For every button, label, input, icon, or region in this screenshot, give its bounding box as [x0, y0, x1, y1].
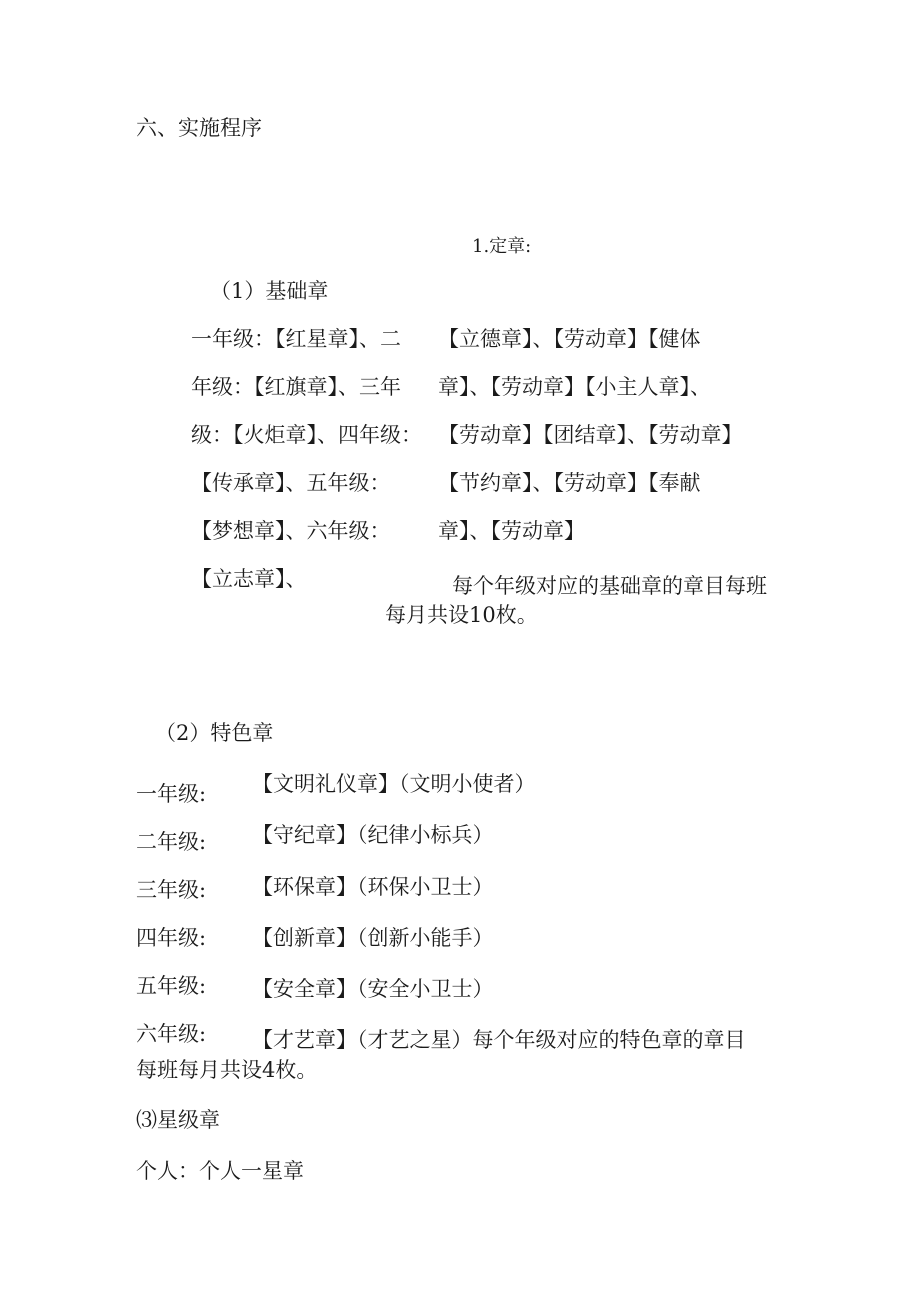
basic-left-line-6: 【立志章】、 [191, 567, 307, 591]
basic-heading: （1）基础章 [210, 279, 329, 303]
section-title: 六、实施程序 [136, 116, 262, 140]
feature-grade-6: 六年级: [136, 1022, 207, 1046]
basic-right-line-5: 章】、【劳动章】 [438, 519, 585, 543]
star-line: 个人：个人一星章 [136, 1159, 304, 1183]
basic-right-line-3: 【劳动章】【团结章】、【劳动章】 [438, 423, 743, 447]
feature-badge-2: 【守纪章】（纪律小标兵） [252, 823, 494, 847]
star-heading: ⑶星级章 [136, 1108, 220, 1132]
feature-grade-3: 三年级: [136, 878, 207, 902]
basic-left-line-4: 【传承章】、五年级： [191, 471, 391, 495]
feature-grade-4: 四年级: [136, 926, 207, 950]
feature-grade-2: 二年级: [136, 830, 207, 854]
basic-note-line-1: 每个年级对应的基础章的章目每班 [452, 574, 767, 598]
feature-heading: （2）特色章 [155, 721, 274, 745]
basic-right-line-2: 章】、【劳动章】【小主人章】、 [438, 375, 711, 399]
basic-left-line-1: 一年级：【红星章】、二 [191, 327, 401, 351]
basic-right-line-4: 【节约章】、【劳动章】【奉献 [438, 471, 701, 495]
feature-badge-5: 【安全章】（安全小卫士） [252, 977, 494, 1001]
feature-grade-1: 一年级: [136, 782, 207, 806]
step-title: 1.定章: [472, 236, 532, 257]
feature-badge-4: 【创新章】（创新小能手） [252, 926, 494, 950]
feature-grade-5: 五年级: [136, 974, 207, 998]
feature-note: 每班每月共设4枚。 [136, 1058, 318, 1082]
basic-right-line-1: 【立德章】、【劳动章】【健体 [438, 327, 701, 351]
feature-badge-6: 【才艺章】（才艺之星）每个年级对应的特色章的章目 [252, 1028, 746, 1052]
basic-note-line-2: 每月共设10枚。 [385, 603, 538, 627]
feature-badge-3: 【环保章】（环保小卫士） [252, 875, 494, 899]
basic-left-line-3: 级：【火炬章】、四年级： [191, 423, 422, 447]
basic-left-line-2: 年级：【红旗章】、三年 [191, 375, 401, 399]
feature-badge-1: 【文明礼仪章】（文明小使者） [252, 772, 536, 796]
basic-left-line-5: 【梦想章】、六年级： [191, 519, 391, 543]
